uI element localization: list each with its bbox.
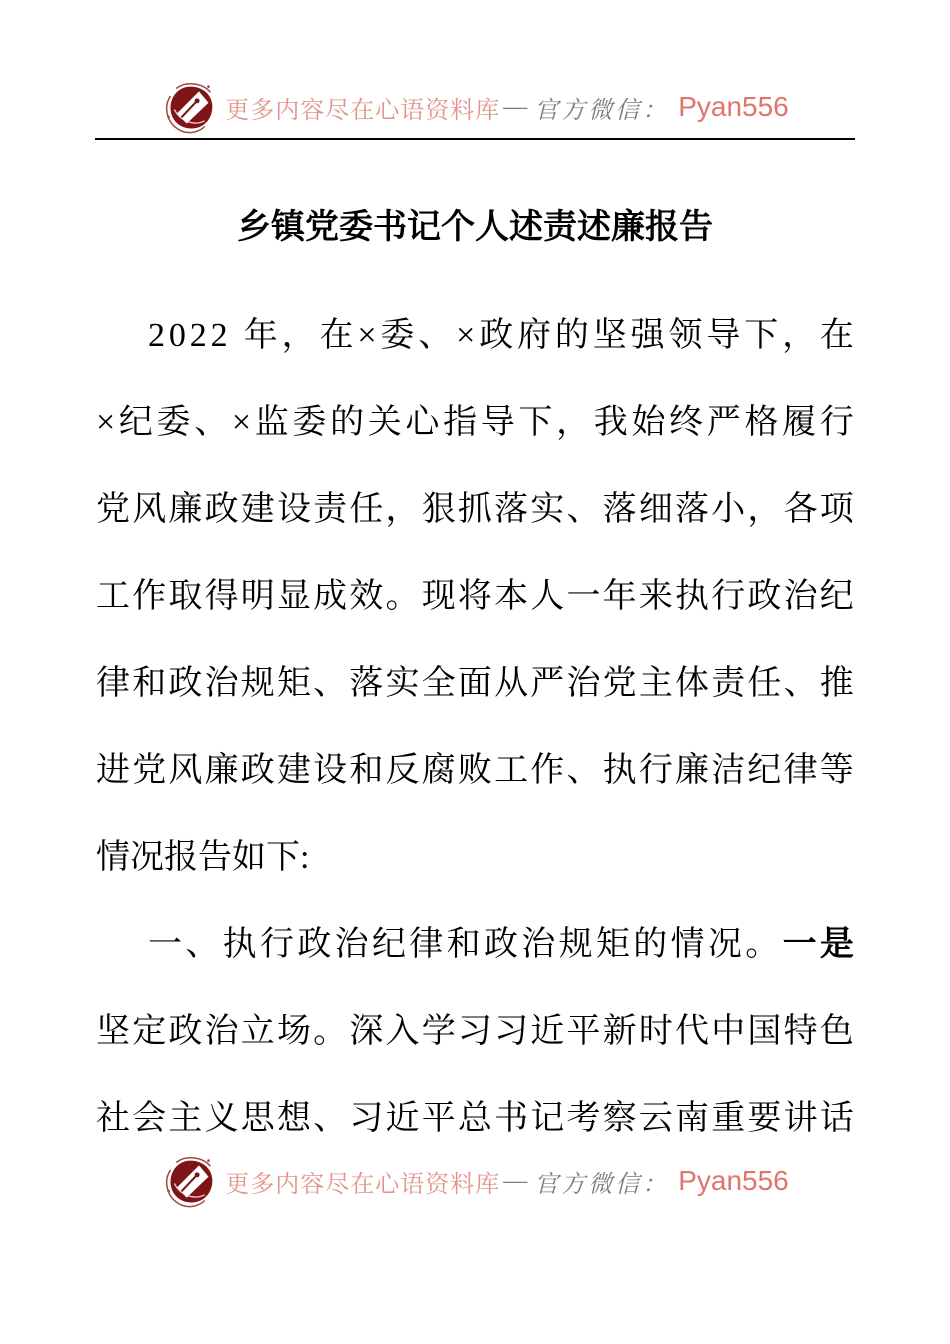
header-wechat-id: Pyan556 <box>678 91 789 122</box>
footer-brand-text: 更多内容尽在心语资料库 <box>225 1171 501 1198</box>
body-line: 2 0 2 2 年 ， 在 × 委 、 × 政 府 的 坚 强 领 导 下 ， 在 <box>148 317 854 354</box>
body-line: 一 、 执 行 政 治 纪 律 和 政 治 规 矩 的 情 况 。 一 是 <box>148 926 854 963</box>
body-line: 党 风 廉 政 建 设 责 任 ， 狠 抓 落 实 、 落 细 落 小 ， 各 项 <box>96 491 854 528</box>
body-line: 坚 定 政 治 立 场 。 深 入 学 习 习 近 平 新 时 代 中 国 特 色 <box>96 1013 854 1050</box>
footer-wechat-label: 官方微信： <box>534 1171 670 1198</box>
pen-nib-logo-icon <box>161 1153 218 1210</box>
document-body <box>96 292 854 1162</box>
body-line: 社 会 主 义 思 想 、 习 近 平 总 书 记 考 察 云 南 重 要 讲 话 <box>96 1100 854 1137</box>
header-dash: — <box>503 93 528 120</box>
pen-nib-logo-icon <box>161 79 218 136</box>
header-wechat-label: 官方微信： <box>534 97 670 124</box>
body-line: 情况报告如下: <box>96 839 310 876</box>
header-brand-text: 更多内容尽在心语资料库 <box>225 97 501 124</box>
footer-wechat-id: Pyan556 <box>678 1165 789 1196</box>
header-divider-line <box>95 138 855 140</box>
page-footer <box>0 1152 950 1210</box>
document-title: 乡镇党委书记个人述责述廉报告 <box>237 209 713 246</box>
page-header <box>0 78 950 136</box>
body-line: 律 和 政 治 规 矩 、 落 实 全 面 从 严 治 党 主 体 责 任 、 推 <box>96 665 854 702</box>
body-line: × 纪 委 、 × 监 委 的 关 心 指 导 下 ， 我 始 终 严 格 履 行 <box>96 404 854 441</box>
body-line: 工 作 取 得 明 显 成 效 。 现 将 本 人 一 年 来 执 行 政 治 纪 <box>96 578 854 615</box>
body-line: 进 党 风 廉 政 建 设 和 反 腐 败 工 作 、 执 行 廉 洁 纪 律 等 <box>96 752 854 789</box>
footer-dash: — <box>503 1167 528 1194</box>
